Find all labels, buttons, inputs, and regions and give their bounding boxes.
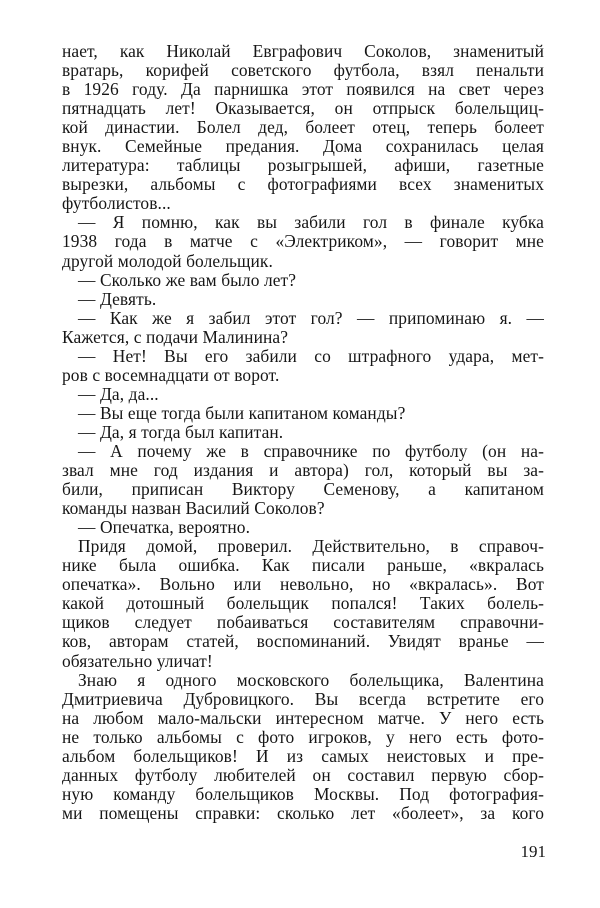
text-line: — Нет! Вы его забили со штрафного удара, мет- [78, 345, 544, 366]
text-line: Знаю я одного московского болельщика, Валентина [78, 669, 544, 690]
text-line: Кажется, с подачи Малинина? [62, 326, 289, 347]
text-line: ми помещены справки: сколько лет «болеет», за кого [62, 802, 544, 823]
text-line: 1938 года в матче с «Электриком», — говорит мне [62, 231, 544, 252]
text-line: в 1926 году. Да парнишка этот появился на свет через [62, 79, 544, 100]
text-line: на любом мало-мальски интересном матче. У него есть [62, 707, 544, 728]
text-line: били, приписан Виктору Семенову, а капитаном [62, 479, 544, 500]
text-line: ров с восемнадцати от ворот. [62, 364, 280, 385]
text-line: другой молодой болельщик. [62, 250, 273, 271]
text-line: — А почему же в справочнике по футболу (он на- [78, 440, 544, 461]
text-line: вырезки, альбомы с фотографиями всех знаменитых [62, 174, 544, 195]
text-line: альбом болельщиков! И из самых неистовых и пре- [62, 745, 544, 766]
page-number: 191 [520, 842, 546, 861]
text-line: кой династии. Болел дед, болеет отец, теперь болеет [62, 117, 544, 138]
text-line: Придя домой, проверил. Действительно, в справоч- [78, 536, 544, 557]
text-line: литература: таблицы розыгрышей, афиши, газетные [62, 155, 544, 176]
text-line: команды назван Василий Соколов? [62, 498, 325, 519]
text-line: не только альбомы с фото игроков, у него есть фото- [62, 726, 544, 747]
text-line: звал мне год издания и автора) гол, который вы за- [62, 460, 544, 481]
text-line: ную команду болельщиков Москвы. Под фотография- [62, 783, 544, 804]
text-line: футболистов... [62, 193, 171, 214]
text-line: — Вы еще тогда были капитаном команды? [78, 402, 406, 423]
body-text [62, 42, 544, 823]
text-line: — Как же я забил этот гол? — припоминаю я. — [78, 307, 544, 328]
text-line: опечатка». Вольно или невольно, но «вкралась». Вот [62, 574, 544, 595]
text-line: — Я помню, как вы забили гол в финале кубка [78, 212, 544, 233]
text-line: данных футболу любителей он составил первую сбор- [62, 764, 544, 785]
text-line: — Опечатка, вероятно. [78, 517, 251, 538]
text-line: — Девять. [78, 288, 157, 309]
text-line: нике была ошибка. Как писали раньше, «вкралась [62, 555, 544, 576]
text-line: внук. Семейные предания. Дома сохранилась целая [62, 136, 544, 157]
text-line: ков, авторам статей, воспоминаний. Увидят вранье — [62, 631, 544, 652]
text-line: — Да, я тогда был капитан. [78, 421, 284, 442]
text-line: — Сколько же вам было лет? [78, 269, 297, 290]
text-line: обязательно уличат! [62, 650, 213, 671]
text-line: — Да, да... [78, 383, 159, 404]
text-line: Дмитриевича Дубровицкого. Вы всегда встретите его [62, 688, 544, 709]
text-line: щиков следует побаиваться составителям справочни- [62, 612, 544, 633]
text-line: вратарь, корифей советского футбола, взял пенальти [62, 60, 544, 81]
text-line: пятнадцать лет! Оказывается, он отпрыск болельщиц- [62, 98, 544, 119]
text-line: нает, как Николай Евграфович Соколов, знаменитый [62, 41, 544, 61]
text-line: какой дотошный болельщик попался! Таких болель- [62, 593, 544, 614]
